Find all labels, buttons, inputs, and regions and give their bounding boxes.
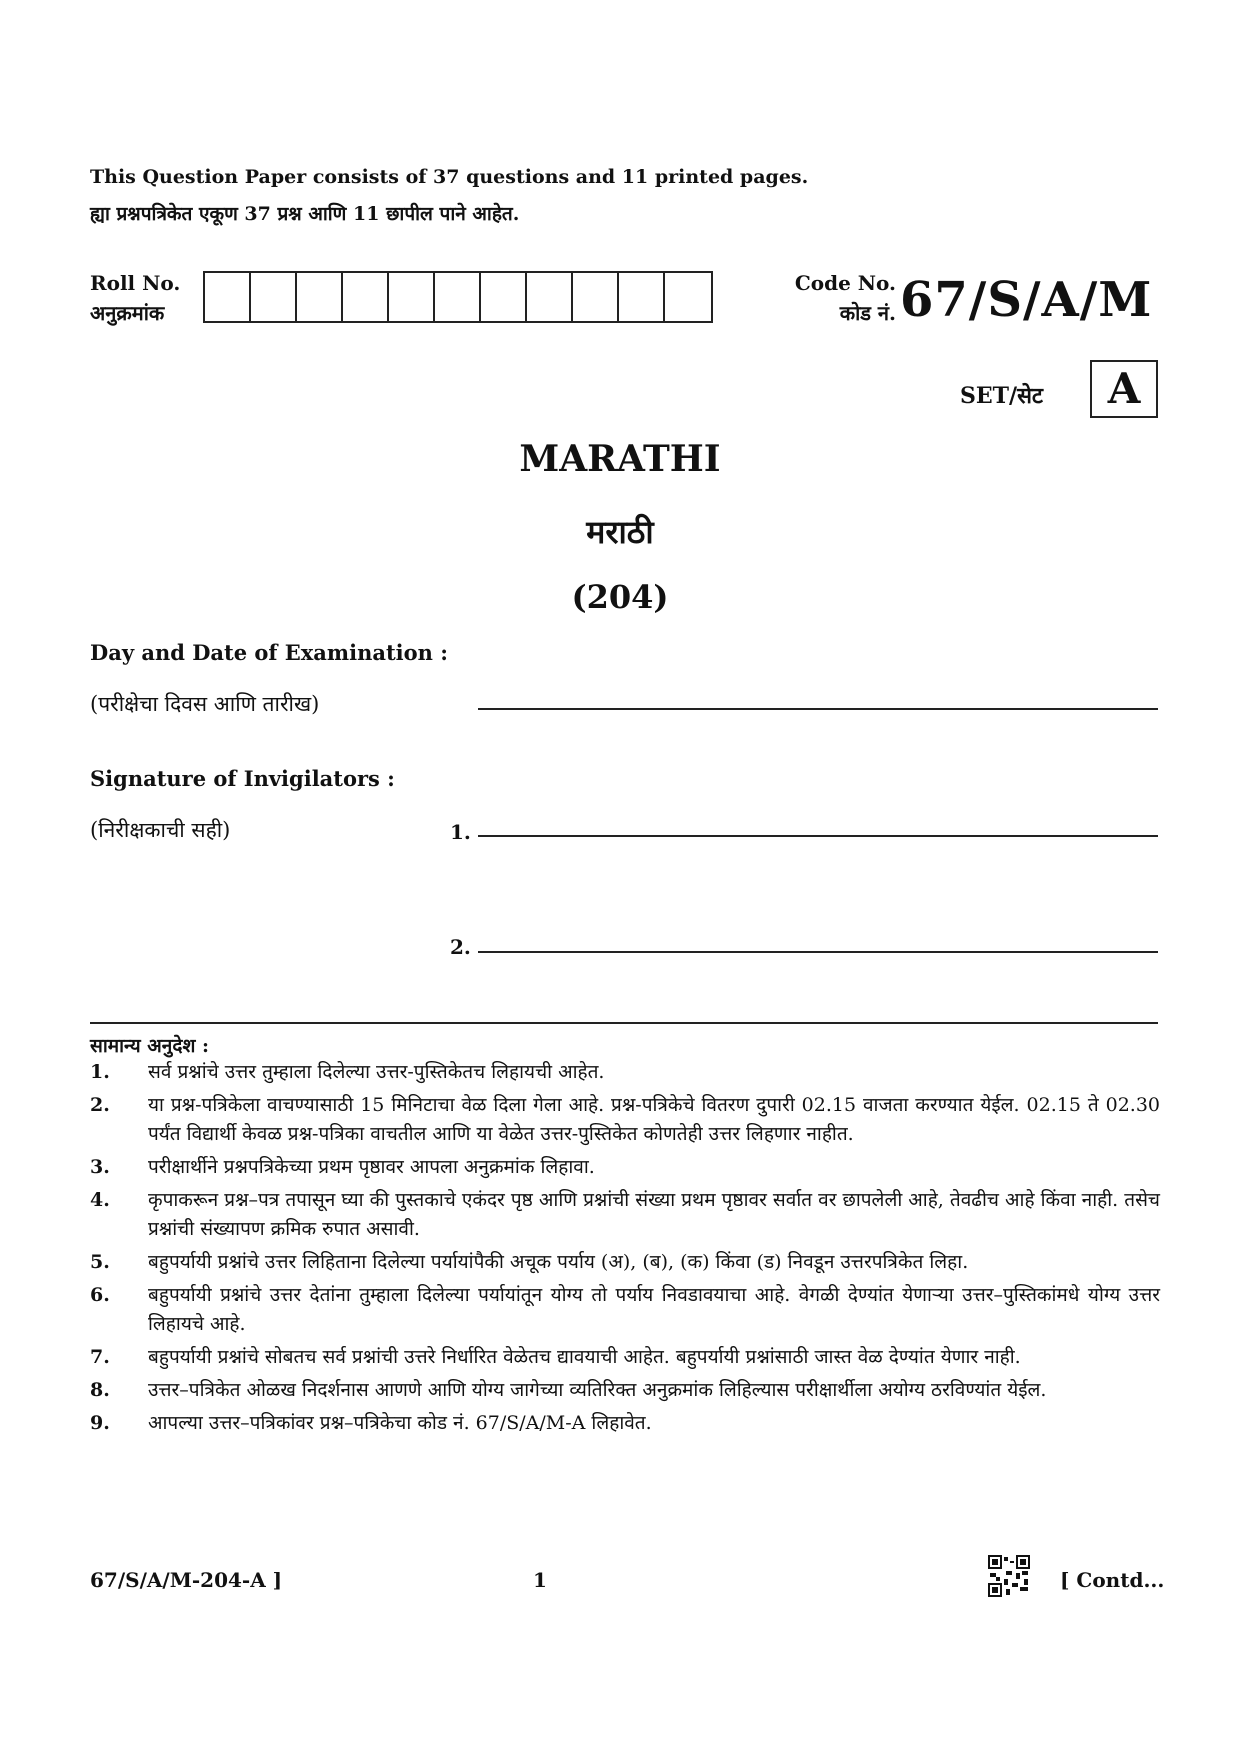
set-label: SET/सेट [960,383,1044,409]
code-number-label-en: Code No. [794,271,896,295]
roll-number-box[interactable] [435,273,481,321]
roll-number-label-en: Roll No. [90,271,181,295]
code-number-label-mr: कोड नं. [839,301,896,325]
instruction-number: 9. [90,1412,110,1434]
subject-title-marathi: मराठी [586,513,654,551]
instruction-text: बहुपर्यायी प्रश्नांचे उत्तर लिहिताना दिलेल्या पर्यायांपैकी अचूक पर्याय (अ), (ब), (क) किंवा (ड) निवडून उत्तरपत्रिकेत लिहा. [148,1251,969,1273]
roll-number-box[interactable] [343,273,389,321]
roll-number-box[interactable] [573,273,619,321]
signature-number-2: 2. [450,935,471,959]
roll-number-box[interactable] [205,273,251,321]
instructions-list [90,1058,1160,1442]
instruction-item [90,1376,1160,1405]
instruction-text: सर्व प्रश्नांचे उत्तर तुम्हाला दिलेल्या उत्तर-पुस्तिकेतच लिहायची आहेत. [148,1061,605,1083]
invigilator-signature-label-marathi: (निरीक्षकाची सही) [90,818,231,842]
instruction-item [90,1281,1160,1339]
exam-date-label: Day and Date of Examination : [90,640,448,665]
signature-line-2[interactable] [478,951,1158,953]
instruction-item [90,1409,1160,1438]
instruction-text: कृपाकरून प्रश्न–पत्र तपासून घ्या की पुस्तकाचे एकंदर पृष्ठ आणि प्रश्नांची संख्या प्रथम पृष्ठावर सर्वात वर छापलेली आहे, तेवढीच आहे किंवा नाही. तसेच प्रश्नांची संख्यापण क्रमिक रुपात असावी. [148,1189,1160,1240]
instruction-number: 3. [90,1156,110,1178]
roll-number-box[interactable] [527,273,573,321]
intro-marathi: ह्या प्रश्नपत्रिकेत एकूण 37 प्रश्न आणि 11 छापील पाने आहेत. [90,203,520,225]
footer-continued: [ Contd... [1060,1568,1165,1592]
footer-paper-code: 67/S/A/M-204-A ] [90,1568,283,1592]
instruction-number: 7. [90,1346,110,1368]
intro-english: This Question Paper consists of 37 questions and 11 printed pages. [90,166,809,188]
roll-number-box[interactable] [297,273,343,321]
code-number-label [790,268,896,328]
instructions-heading: सामान्य अनुदेश : [90,1035,209,1057]
instruction-item [90,1343,1160,1372]
exam-date-line[interactable] [478,708,1158,710]
qr-code-icon [988,1555,1030,1597]
instruction-text: बहुपर्यायी प्रश्नांचे सोबतच सर्व प्रश्नांची उत्तरे निर्धारित वेळेतच द्यावयाची आहेत. बहुपर्यायी प्रश्नांसाठी जास्त वेळ देण्यांत येणार नाही. [148,1346,1021,1368]
instruction-number: 5. [90,1251,110,1273]
code-number-value: 67/S/A/M [900,272,1153,328]
instruction-text: या प्रश्न-पत्रिकेला वाचण्यासाठी 15 मिनिटाचा वेळ दिला गेला आहे. प्रश्न-पत्रिकेचे वितरण दुपारी 02.15 वाजता करण्यात येईल. 02.15 ते 02.30 पर्यंत विद्यार्थी केवळ प्रश्न-पत्रिका वाचतील आणि या वेळेत उत्तर-पुस्तिकेत कोणतेही उत्तर लिहणार नाहीत. [148,1094,1160,1145]
instruction-item [90,1058,1160,1087]
section-divider [90,1022,1158,1024]
instruction-item [90,1248,1160,1277]
instruction-text: आपल्या उत्तर–पत्रिकांवर प्रश्न–पत्रिकेचा कोड नं. 67/S/A/M-A लिहावेत. [148,1412,652,1434]
instruction-text: बहुपर्यायी प्रश्नांचे उत्तर देतांना तुम्हाला दिलेल्या पर्यायांतून योग्य तो पर्याय निवडावयाचा आहे. वेगळी देण्यांत येणाऱ्या उत्तर–पुस्तिकांमधे योग्य उत्तर लिहायचे आहे. [148,1284,1160,1335]
invigilator-signature-label: Signature of Invigilators : [90,766,395,791]
instruction-item [90,1091,1160,1149]
roll-number-box[interactable] [251,273,297,321]
exam-date-label-marathi: (परीक्षेचा दिवस आणि तारीख) [90,692,320,716]
footer-page-number: 1 [533,1568,547,1592]
instruction-number: 1. [90,1061,110,1083]
roll-number-box[interactable] [665,273,711,321]
instruction-item [90,1186,1160,1244]
instruction-item [90,1153,1160,1182]
subject-code: (204) [571,578,669,616]
set-value-box: A [1090,360,1158,418]
instruction-number: 2. [90,1094,110,1116]
roll-number-box[interactable] [481,273,527,321]
roll-number-label [90,268,180,328]
instruction-number: 8. [90,1379,110,1401]
instruction-number: 4. [90,1189,110,1211]
roll-number-box[interactable] [619,273,665,321]
roll-number-boxes[interactable] [203,271,713,323]
signature-number-1: 1. [450,820,471,844]
subject-title-english: MARATHI [519,438,721,480]
instruction-number: 6. [90,1284,110,1306]
roll-number-label-mr: अनुक्रमांक [90,301,165,325]
instruction-text: उत्तर–पत्रिकेत ओळख निदर्शनास आणणे आणि योग्य जागेच्या व्यतिरिक्त अनुक्रमांक लिहिल्यास परीक्षार्थीला अयोग्य ठरविण्यांत येईल. [148,1379,1047,1401]
signature-line-1[interactable] [478,835,1158,837]
roll-number-box[interactable] [389,273,435,321]
instruction-text: परीक्षार्थीने प्रश्नपत्रिकेच्या प्रथम पृष्ठावर आपला अनुक्रमांक लिहावा. [148,1156,595,1178]
